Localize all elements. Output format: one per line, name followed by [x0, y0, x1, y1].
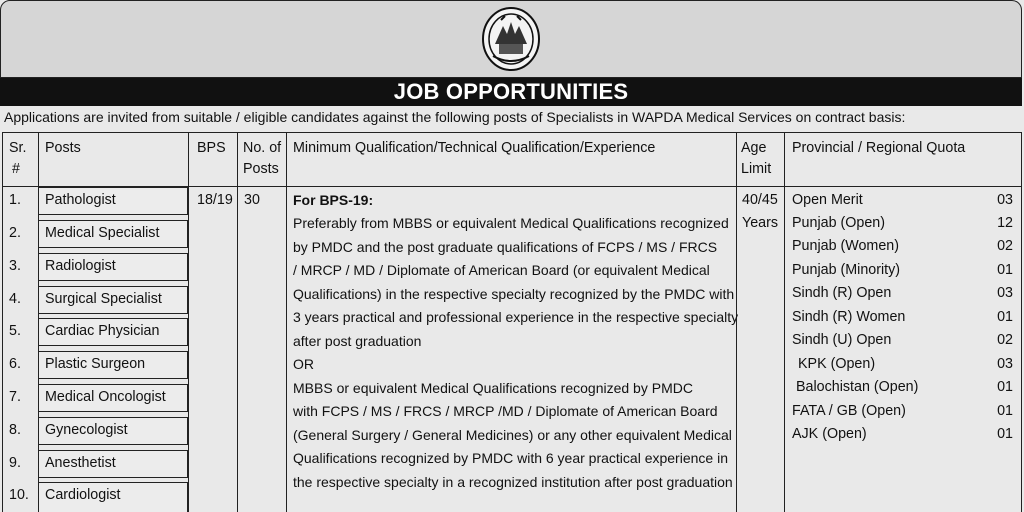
post-name: Radiologist [45, 258, 116, 274]
post-name: Anesthetist [45, 455, 116, 471]
post-row [38, 417, 188, 445]
quota-count: 01 [997, 262, 1013, 278]
no-of-posts-value: 30 [244, 192, 260, 208]
sr-number: 1. [9, 192, 21, 208]
qualification-heading: For BPS-19: [293, 192, 374, 208]
sr-number: 3. [9, 258, 21, 274]
quota-count: 01 [997, 426, 1013, 442]
quota-name: Balochistan (Open) [796, 379, 919, 395]
post-row [38, 187, 188, 215]
qualification-line: Qualifications) in the respective specialty recognized by the PMDC with [293, 286, 735, 302]
quota-count: 02 [997, 332, 1013, 348]
sr-number: 10. [9, 487, 29, 503]
qualification-line: with FCPS / MS / FRCS / MRCP /MD / Diplomate of American Board [293, 403, 718, 419]
quota-name: Punjab (Minority) [792, 262, 901, 278]
sr-number: 2. [9, 225, 21, 241]
quota-count: 02 [997, 238, 1013, 254]
header-qualification: Minimum Qualification/Technical Qualification/Experience [293, 140, 656, 156]
qualification-line: MBBS or equivalent Medical Qualifications recognized by PMDC [293, 380, 693, 396]
post-name: Medical Specialist [45, 225, 160, 241]
header-sr: Sr. [9, 140, 27, 156]
sr-number: 6. [9, 356, 21, 372]
quota-count: 03 [997, 192, 1013, 208]
sr-number: 4. [9, 291, 21, 307]
table-left-border [2, 132, 3, 512]
quota-count: 03 [997, 285, 1013, 301]
page-title: JOB OPPORTUNITIES [0, 78, 1022, 106]
quota-count: 01 [997, 379, 1013, 395]
quota-name: Sindh (R) Women [792, 309, 906, 325]
qualification-line: Qualifications recognized by PMDC with 6 year practical experience in [293, 450, 728, 466]
post-row [38, 286, 188, 314]
qualification-line: after post graduation [293, 333, 422, 349]
quota-name: KPK (Open) [798, 356, 876, 372]
post-name: Plastic Surgeon [45, 356, 146, 372]
post-row [38, 351, 188, 379]
qualification-line: Preferably from MBBS or equivalent Medical Qualifications recognized [293, 215, 729, 231]
sr-number: 8. [9, 422, 21, 438]
qualification-or: OR [293, 356, 314, 372]
col-divider [286, 132, 287, 512]
header-age: Age [741, 140, 767, 156]
header-bps: BPS [197, 140, 226, 156]
sr-number: 7. [9, 389, 21, 405]
quota-name: Punjab (Women) [792, 238, 900, 254]
post-name: Cardiologist [45, 487, 121, 503]
post-row [38, 318, 188, 346]
post-row [38, 450, 188, 478]
intro-text: Applications are invited from suitable / eligible candidates against the following posts of Specialists in WAPDA Medical Services on contract basis: [4, 109, 906, 125]
header-quota: Provincial / Regional Quota [792, 140, 966, 156]
post-row [38, 220, 188, 248]
quota-name: Sindh (R) Open [792, 285, 892, 301]
qualification-line: 3 years practical and professional experience in the respective specialty [293, 309, 739, 325]
sr-number: 9. [9, 455, 21, 471]
quota-list [785, 0, 1021, 512]
qualification-line: / MRCP / MD / Diplomate of American Board (or equivalent Medical [293, 262, 710, 278]
qualification-line: by PMDC and the post graduate qualifications of FCPS / MS / FRCS [293, 239, 718, 255]
post-name: Gynecologist [45, 422, 128, 438]
post-name: Medical Oncologist [45, 389, 166, 405]
header-no-of-posts: No. of [243, 140, 282, 156]
header-sr-hash: # [12, 161, 20, 177]
post-name: Cardiac Physician [45, 323, 160, 339]
quota-name: Sindh (U) Open [792, 332, 892, 348]
quota-name: Punjab (Open) [792, 215, 885, 231]
quota-count: 01 [997, 403, 1013, 419]
header-no-of-posts-line2: Posts [243, 161, 279, 177]
post-row [38, 253, 188, 281]
qualification-line: (General Surgery / General Medicines) or any other equivalent Medical [293, 427, 732, 443]
quota-count: 12 [997, 215, 1013, 231]
quota-name: Open Merit [792, 192, 863, 208]
post-row [38, 384, 188, 412]
post-name: Pathologist [45, 192, 116, 208]
quota-name: FATA / GB (Open) [792, 403, 906, 419]
table-right-border [1021, 132, 1022, 512]
age-limit-unit: Years [742, 215, 779, 231]
post-row [38, 482, 188, 512]
bps-value: 18/19 [197, 192, 233, 208]
age-limit-value: 40/45 [742, 192, 778, 208]
wapda-emblem-icon [481, 6, 541, 72]
col-divider [237, 132, 238, 512]
post-name: Surgical Specialist [45, 291, 162, 307]
col-divider [188, 132, 189, 512]
quota-name: AJK (Open) [792, 426, 867, 442]
header-age-limit: Limit [741, 161, 772, 177]
quota-count: 03 [997, 356, 1013, 372]
header-posts: Posts [45, 140, 81, 156]
qualification-line: the respective specialty in a recognized institution after post graduation [293, 474, 733, 490]
sr-number: 5. [9, 323, 21, 339]
quota-count: 01 [997, 309, 1013, 325]
